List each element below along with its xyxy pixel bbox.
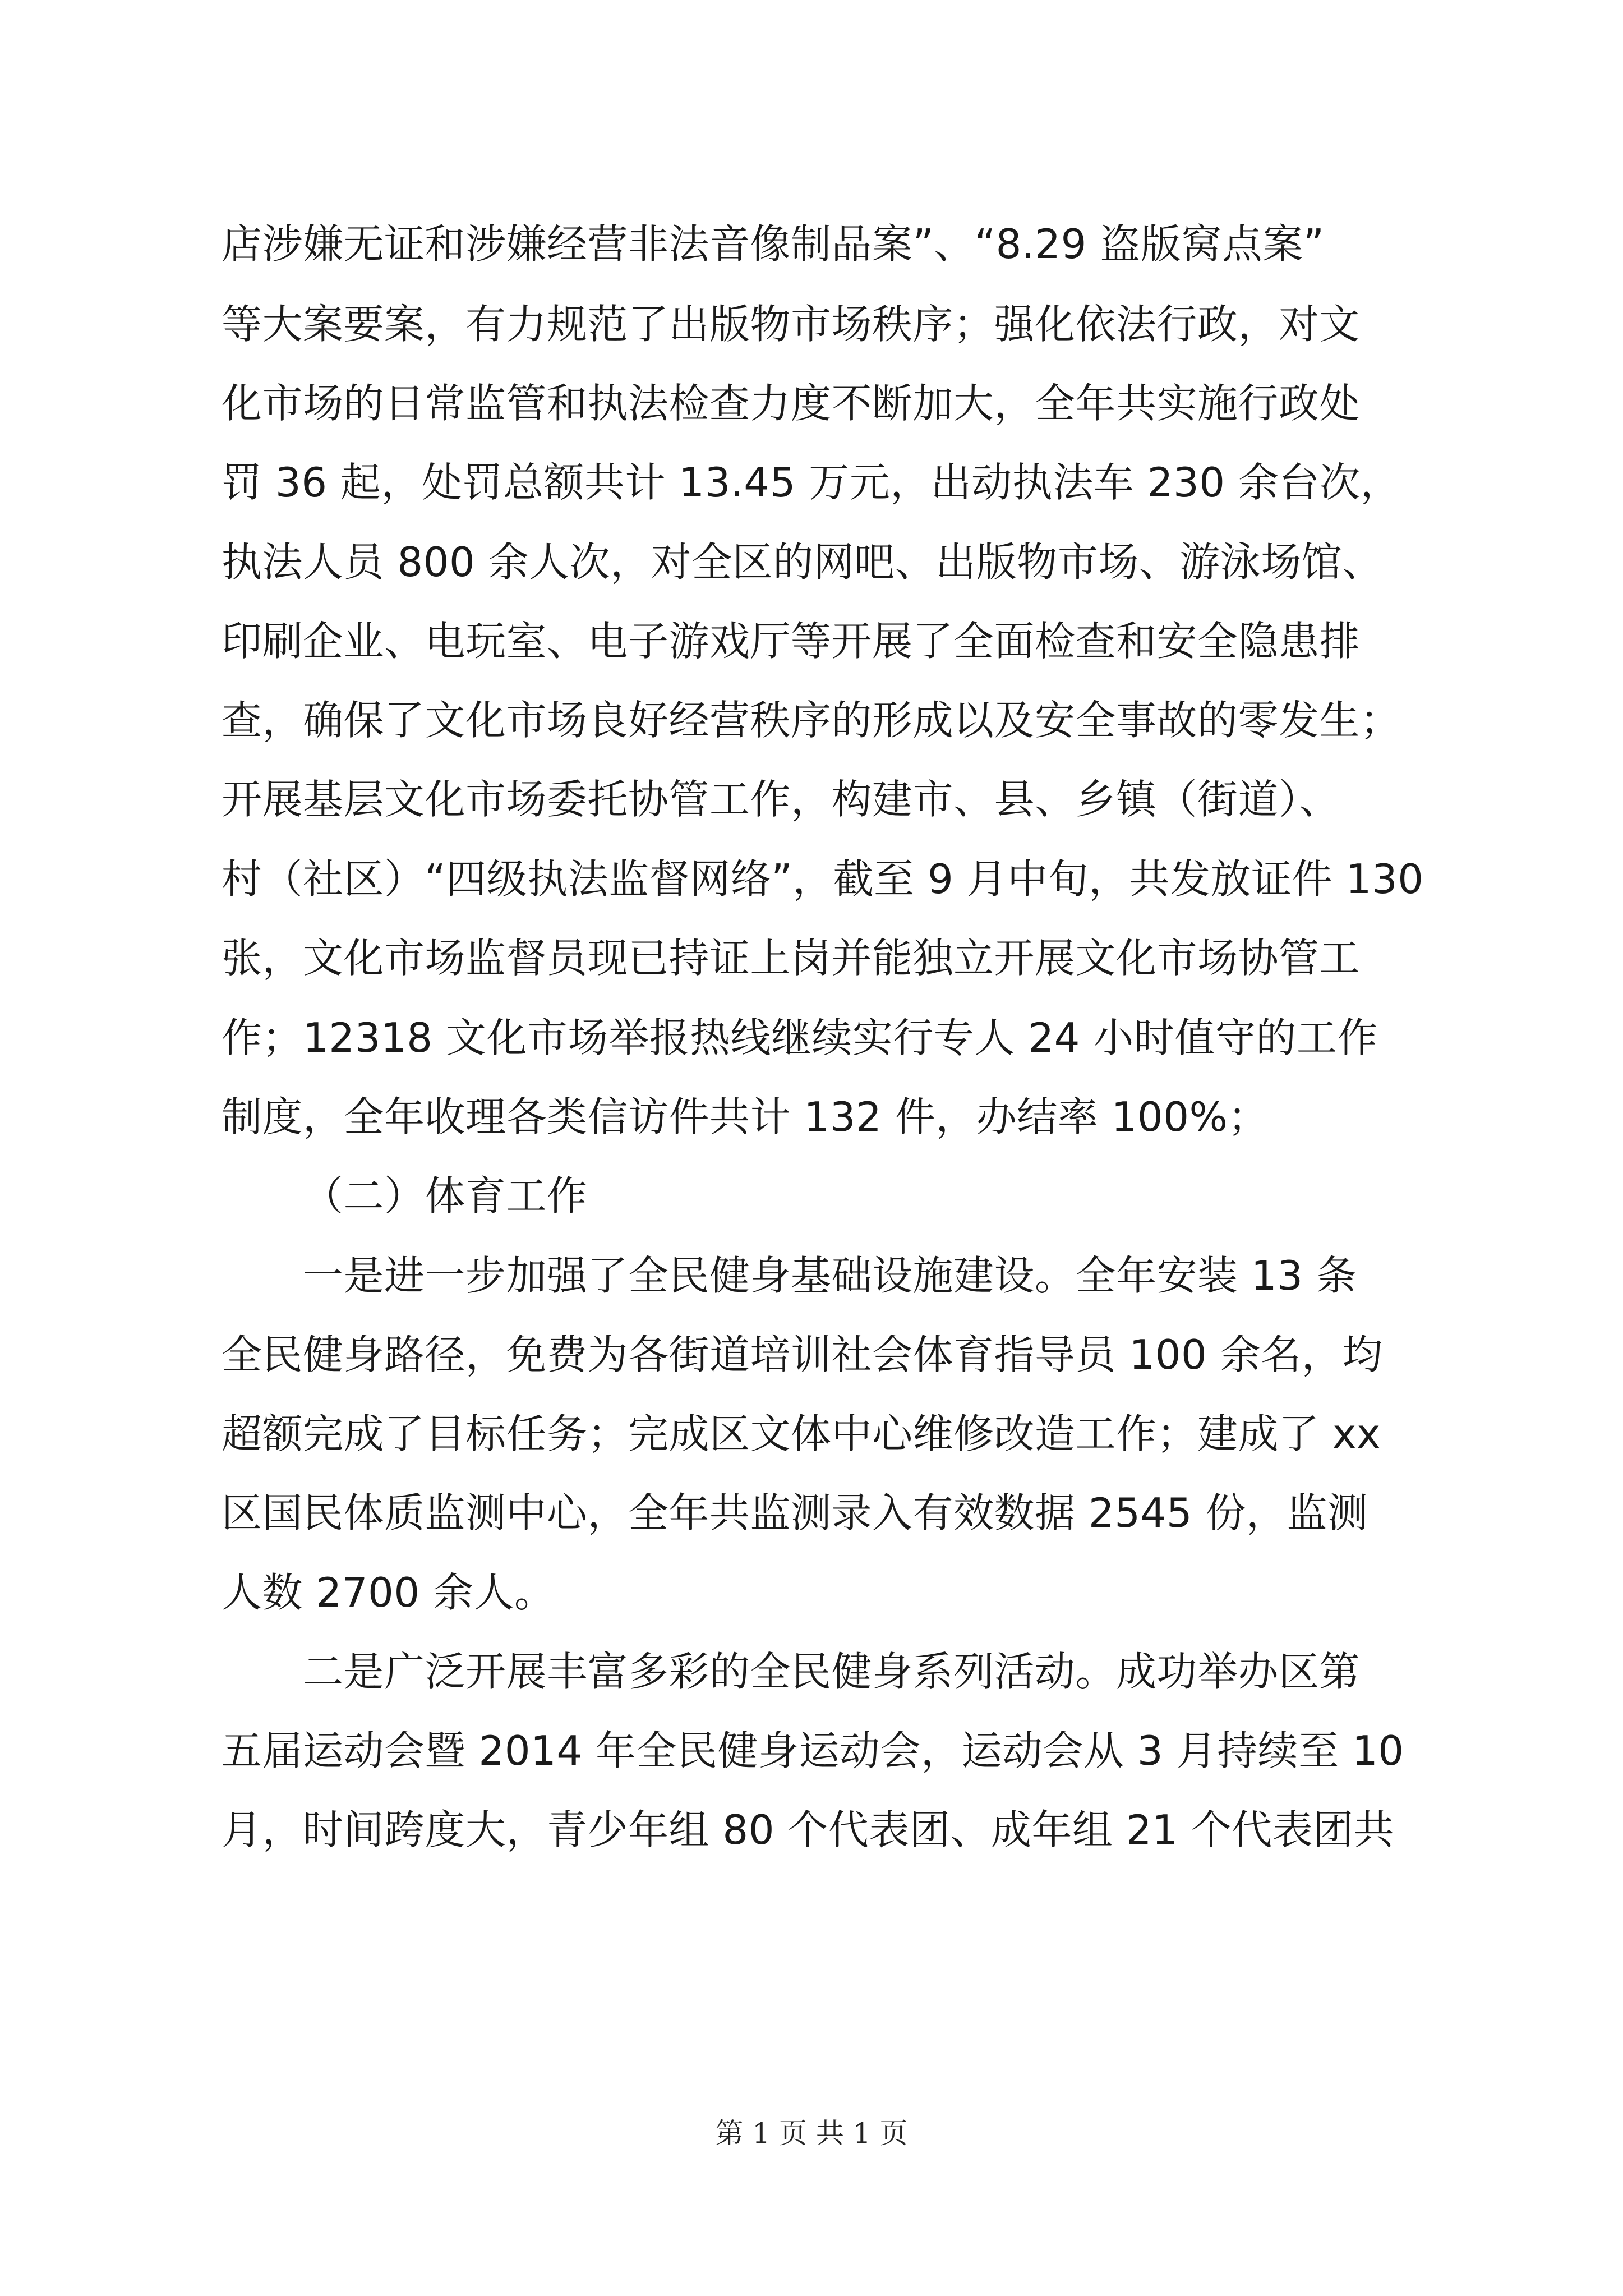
- text-line: 化市场的日常监管和执法检查力度不断加大，全年共实施行政处: [222, 380, 1361, 427]
- page-footer: [0, 2114, 1623, 2153]
- paragraph-first-line: 一是进一步加强了全民健身基础设施建设。全年安装 13 条: [303, 1252, 1357, 1299]
- text-line: 作；12318 文化市场举报热线继续实行专人 24 小时值守的工作: [222, 1014, 1378, 1061]
- section-heading: （二）体育工作: [303, 1172, 588, 1220]
- text-line: 村（社区）“四级执法监督网络”，截至 9 月中旬，共发放证件 130: [222, 855, 1424, 903]
- text-line: 印刷企业、电玩室、电子游戏厅等开展了全面检查和安全隐患排: [222, 618, 1361, 665]
- text-line: 张，文化市场监督员现已持证上岗并能独立开展文化市场协管工: [222, 935, 1361, 982]
- text-line: 区国民体质监测中心，全年共监测录入有效数据 2545 份，监测: [222, 1489, 1368, 1536]
- paragraph-first-line: 二是广泛开展丰富多彩的全民健身系列活动。成功举办区第: [303, 1648, 1361, 1695]
- text-line: 店涉嫌无证和涉嫌经营非法音像制品案”、“8.29 盗版窝点案”: [222, 220, 1325, 268]
- text-line: 开展基层文化市场委托协管工作，构建市、县、乡镇（街道）、: [222, 776, 1340, 823]
- text-line: 全民健身路径，免费为各街道培训社会体育指导员 100 余名，均: [222, 1331, 1383, 1378]
- text-line: 执法人员 800 余人次，对全区的网吧、出版物市场、游泳场馆、: [222, 539, 1383, 586]
- text-line: 罚 36 起，处罚总额共计 13.45 万元，出动执法车 230 余台次，: [222, 459, 1401, 506]
- text-line: 等大案要案，有力规范了出版物市场秩序；强化依法行政，对文: [222, 301, 1361, 348]
- text-line: 查，确保了文化市场良好经营秩序的形成以及安全事故的零发生；: [222, 697, 1401, 744]
- text-line: 五届运动会暨 2014 年全民健身运动会，运动会从 3 月持续至 10: [222, 1727, 1404, 1774]
- text-line: 月，时间跨度大，青少年组 80 个代表团、成年组 21 个代表团共: [222, 1806, 1395, 1853]
- text-line: 制度，全年收理各类信访件共计 132 件，办结率 100%；: [222, 1093, 1269, 1140]
- text-line: 超额完成了目标任务；完成区文体中心维修改造工作；建成了 xx: [222, 1410, 1381, 1457]
- page-number: 第 1 页 共 1 页: [715, 2117, 908, 2150]
- text-line: 人数 2700 余人。: [222, 1569, 555, 1616]
